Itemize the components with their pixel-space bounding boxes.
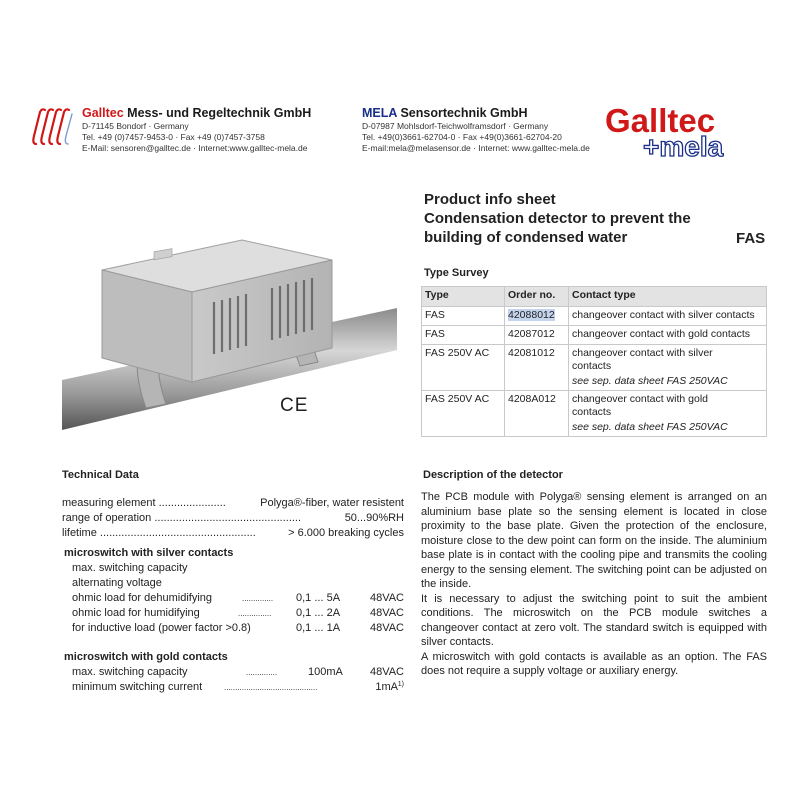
- contact-note: see sep. data sheet FAS 250VAC: [572, 375, 728, 387]
- cell-contact: changeover contact with silver contacts: [569, 307, 767, 326]
- spec-dots: ..............: [246, 668, 278, 677]
- logo-galltec-text: Galltec: [605, 102, 716, 139]
- cell-order: 42087012: [505, 326, 569, 345]
- spec-inductive: [62, 621, 404, 636]
- galltec-name-rest: Mess- und Regeltechnik GmbH: [127, 106, 312, 120]
- spec-value: 0,1 ... 2A: [296, 607, 341, 619]
- spec-value: 0,1 ... 5A: [296, 592, 341, 604]
- galltec-phone: Tel. +49 (0)7457-9453-0 · Fax +49 (0)7457-3758: [82, 132, 265, 142]
- spec-label: max. switching capacity: [72, 666, 188, 678]
- spec-label: measuring element ......................: [62, 497, 226, 509]
- mela-contact: E-mail:mela@melasensor.de · Internet: www.galltec-mela.de: [362, 143, 590, 153]
- spec-dehumidifying: [62, 591, 404, 606]
- title-line-1: Product info sheet: [424, 191, 556, 208]
- description-paragraph-1: The PCB module with Polyga® sensing element is arranged on an aluminium base plate so the sensing element is located in close proximity to the base plate. Given the protection of the enclosure, moisture close to the dew point can form on the inside. The aluminium base plate is in contact with the cooling pipe and transmits the cooling energy to the sensing element. The switching point can be adjusted on the inside.: [421, 491, 767, 590]
- spec-label: for inductive load (power factor >0.8): [72, 622, 251, 634]
- mela-address: D-07987 Mohlsdorf-Teichwolframsdorf · Germany: [362, 121, 549, 131]
- spec-voltage: 48VAC: [369, 592, 404, 604]
- gold-subheading: microswitch with gold contacts: [64, 651, 228, 663]
- title-line-2: Condensation detector to prevent the: [424, 210, 691, 227]
- product-photo: [62, 230, 397, 435]
- spec-label: minimum switching current: [72, 681, 203, 693]
- table-row: [422, 345, 767, 391]
- technical-silver: [62, 546, 404, 636]
- silver-alternating: alternating voltage: [72, 577, 162, 589]
- mela-brand: MELA: [362, 106, 397, 120]
- product-code: FAS: [736, 230, 766, 247]
- spec-value: Polyga®-fiber, water resistent: [260, 497, 404, 509]
- spec-voltage: 48VAC: [369, 666, 404, 678]
- cell-order: 42081012: [505, 345, 569, 391]
- cell-contact: [569, 345, 767, 391]
- title-line-3: building of condensed water: [424, 229, 628, 246]
- galltec-company-name: [82, 106, 311, 121]
- col-type-header: Type: [422, 287, 505, 307]
- cell-type: FAS: [422, 307, 505, 326]
- product-title: [424, 190, 691, 247]
- mela-phone: Tel. +49(0)3661-62704-0 · Fax +49(0)3661-62704-20: [362, 132, 562, 142]
- ce-mark: CE: [280, 395, 309, 416]
- table-row: [422, 391, 767, 437]
- galltec-address: D-71145 Bondorf · Germany: [82, 121, 189, 131]
- spec-value: 100mA: [308, 666, 343, 678]
- spec-value: 0,1 ... 1A: [296, 622, 341, 634]
- galltec-brand: Galltec: [82, 106, 124, 120]
- logo-mela-text: +mela: [643, 131, 724, 160]
- technical-data-heading: Technical Data: [62, 469, 139, 481]
- mela-company-block: [362, 106, 590, 154]
- galltec-stripes-logo-icon: [30, 104, 76, 150]
- col-order-header: Order no.: [505, 287, 569, 307]
- table-header-row: [422, 287, 767, 307]
- spec-value: 1mA: [375, 681, 398, 693]
- cell-contact: [569, 391, 767, 437]
- type-survey-table: [421, 286, 767, 437]
- spec-gold-minimum: [62, 680, 404, 695]
- spec-value: 50...90%RH: [344, 512, 404, 524]
- mela-company-name: [362, 106, 590, 121]
- spec-humidifying: [62, 606, 404, 621]
- contact-text: changeover contact with gold contacts: [572, 393, 709, 418]
- spec-dots: ...............: [238, 609, 272, 618]
- spec-dots: ..............: [242, 594, 274, 603]
- galltec-company-block: [82, 106, 311, 154]
- galltec-mela-logo: [603, 100, 773, 160]
- description-paragraph-2: It is necessary to adjust the switching point to suit the ambient conditions. The microswitch on the PCB module switches a changeover contact at zero volt. The standard switch is equipped with silver contacts.: [421, 592, 767, 648]
- silver-subheading: microswitch with silver contacts: [64, 547, 234, 559]
- spec-value: > 6.000 breaking cycles: [288, 527, 404, 539]
- spec-gold-capacity: [62, 665, 404, 680]
- contact-note: see sep. data sheet FAS 250VAC: [572, 421, 728, 433]
- cell-contact: changeover contact with gold contacts: [569, 326, 767, 345]
- spec-label: lifetime ...................................................: [62, 527, 256, 539]
- col-contact-header: Contact type: [569, 287, 767, 307]
- spec-label: range of operation ................................................: [62, 512, 302, 524]
- table-row: [422, 307, 767, 326]
- description-paragraph-3: A microswitch with gold contacts is available as an option. The FAS does not require a supply voltage or auxiliary energy.: [421, 650, 767, 677]
- spec-voltage: 48VAC: [369, 622, 404, 634]
- spec-label: ohmic load for humidifying: [72, 607, 200, 619]
- technical-gold: [62, 650, 404, 695]
- cell-order: 4208A012: [505, 391, 569, 437]
- cell-order: [505, 307, 569, 326]
- cell-type: FAS 250V AC: [422, 345, 505, 391]
- cell-type: FAS: [422, 326, 505, 345]
- spec-dots: ..........................................: [224, 683, 318, 692]
- galltec-contact: E-Mail: sensoren@galltec.de · Internet:www.galltec-mela.de: [82, 143, 308, 153]
- table-row: [422, 326, 767, 345]
- highlighted-order-number: 42088012: [508, 309, 555, 321]
- description-body: [421, 490, 767, 679]
- cell-type: FAS 250V AC: [422, 391, 505, 437]
- spec-voltage: 48VAC: [369, 607, 404, 619]
- type-survey-heading: Type Survey: [424, 267, 489, 279]
- spec-label: ohmic load for dehumidifying: [72, 592, 213, 604]
- description-heading: Description of the detector: [423, 469, 563, 481]
- spec-measuring-element: [62, 496, 404, 511]
- spec-lifetime: [62, 526, 404, 541]
- silver-capacity: max. switching capacity: [72, 562, 188, 574]
- contact-text: changeover contact with silver contacts: [572, 347, 713, 372]
- technical-general: [62, 496, 404, 541]
- spec-range: [62, 511, 404, 526]
- mela-name-rest: Sensortechnik GmbH: [400, 106, 528, 120]
- footnote-marker: 1): [397, 681, 404, 688]
